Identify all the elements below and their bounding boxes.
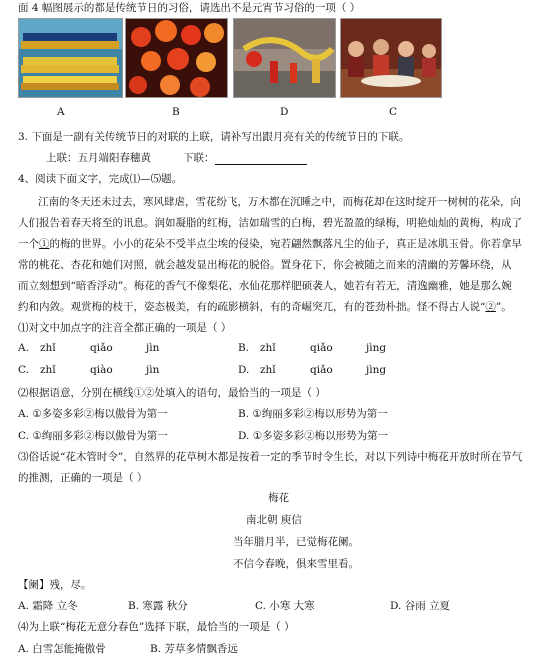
sub1-option-d[interactable]: D. zhǐ qiǎo jìng bbox=[238, 364, 387, 376]
sub2-question: ⑵根据语意，分别在横线①②处填入的语句，最恰当的一项是（ ） bbox=[18, 387, 326, 399]
image-label-b: B bbox=[172, 106, 180, 118]
question-intro: 面 4 幅图展示的都是传统节日的习俗，请选出不是元宵节习俗的一项（ ） bbox=[18, 2, 361, 14]
couplet-upper: 上联：五月端阳春穗黄 bbox=[46, 152, 151, 164]
dragon-boat-image bbox=[18, 18, 123, 98]
sub3-option-b[interactable]: B. 寒露 秋分 bbox=[128, 600, 188, 612]
passage-line-1: 江南的冬天还未过去，寒风肆虐，雪花纷飞，万木都在沉睡之中，而梅花却在这时绽开一树树的花朵，向 bbox=[38, 196, 521, 208]
couplet-lower-label: 下联： bbox=[183, 152, 215, 164]
sub2-option-b[interactable]: B. ①绚丽多彩②梅以形势为第一 bbox=[238, 408, 388, 420]
lantern-image bbox=[125, 18, 228, 98]
blank-2-mark: ② bbox=[485, 301, 496, 313]
passage-line-2: 人们报告着春天将至的讯息。润如凝脂的红梅，洁如瑞雪的白梅，碧光盈盈的绿梅，明艳灿灿的黄梅，构成了 bbox=[18, 217, 522, 229]
sub2-option-a[interactable]: A. ①多姿多彩②梅以傲骨为第一 bbox=[18, 408, 168, 420]
couplet-lower-row bbox=[183, 150, 307, 165]
poem-note: 【阑】残，尽。 bbox=[18, 579, 92, 591]
passage-line-5: 而立刻想到“暗香浮动”。梅花的香气不像梨花、水仙花那样肥硕袭人，她若有若无，清逸幽雅，她是那么婉 bbox=[18, 280, 512, 292]
lion-dance-image bbox=[233, 18, 336, 98]
q3-title: 3. 下面是一副有关传统节日的对联的上联，请补写出跟月亮有关的传统节日的下联。 bbox=[18, 131, 410, 143]
poem-line-2: 不信今春晚，俱来雪里看。 bbox=[233, 558, 359, 570]
sub2-option-d[interactable]: D. ①多姿多彩②梅以形势为第一 bbox=[238, 430, 389, 442]
poem-line-1: 当年腊月半，已觉梅花阑。 bbox=[233, 536, 359, 548]
sub3-question-line-2: 的推测，正确的一项是（ ） bbox=[18, 472, 148, 484]
image-label-a: A bbox=[57, 106, 65, 118]
sub3-option-d[interactable]: D. 谷雨 立夏 bbox=[390, 600, 451, 612]
sub3-option-a[interactable]: A. 霜降 立冬 bbox=[18, 600, 78, 612]
sub1-question: ⑴对文中加点字的注音全都正确的一项是（ ） bbox=[18, 322, 232, 334]
passage-line-3: 一个①的梅的世界。小小的花朵不受半点尘埃的侵染，宛若翩然飘落凡尘的仙子，真正是冰肌玉骨。你若拿早 bbox=[18, 238, 522, 250]
sub1-option-c[interactable]: C. zhǐ qiào jìn bbox=[18, 364, 160, 376]
blank-1-mark: ① bbox=[39, 238, 50, 250]
sub3-question-line-1: ⑶俗话说“花木管时令”，自然界的花草树木都是按着一定的季节时令生长，对以下列诗中梅花开放时所在节气 bbox=[18, 451, 523, 463]
poem-title: 梅花 bbox=[268, 492, 289, 504]
q4-title: 4、阅读下面文字，完成⑴—⑸题。 bbox=[18, 173, 183, 185]
sub4-option-b[interactable]: B. 芳草多情飘香远 bbox=[150, 643, 238, 655]
poem-author: 南北朝 庾信 bbox=[246, 514, 302, 526]
sub2-option-c[interactable]: C. ①绚丽多彩②梅以傲骨为第一 bbox=[18, 430, 168, 442]
couplet-lower-blank[interactable] bbox=[215, 153, 307, 165]
image-label-c: C bbox=[389, 106, 398, 118]
family-reunion-image bbox=[340, 18, 442, 98]
sub1-option-a[interactable]: A. zhǐ qiǎo jìn bbox=[18, 342, 160, 354]
sub3-option-c[interactable]: C. 小寒 大寒 bbox=[255, 600, 315, 612]
passage-line-6: 约和内敛。观赏梅的枝干，姿态极美，有的疏影横斜，有的奇崛突兀，有的苍劲朴拙。怪不得古人说“②”。 bbox=[18, 301, 512, 313]
sub4-option-a[interactable]: A. 白雪怎能掩傲骨 bbox=[18, 643, 106, 655]
sub1-option-b[interactable]: B. zhǐ qiǎo jìng bbox=[238, 342, 387, 354]
image-label-d: D bbox=[280, 106, 289, 118]
sub4-question: ⑷为上联“梅花无意分春色”选择下联，最恰当的一项是（ ） bbox=[18, 621, 295, 633]
passage-line-4: 常的桃花、杏花和她们对照，就会越发显出梅花的脱俗。置身花下，你会被随之而来的清幽的芳馨环绕，从 bbox=[18, 259, 512, 271]
